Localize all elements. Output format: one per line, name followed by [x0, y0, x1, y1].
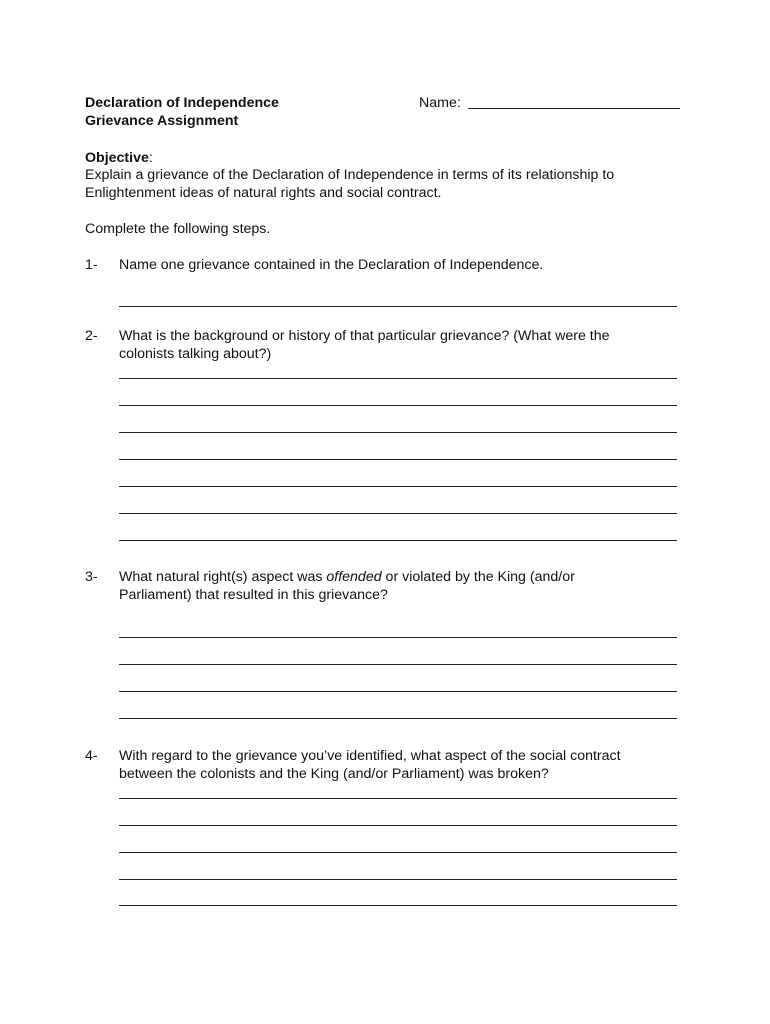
answer-line-q3-1[interactable]	[119, 637, 677, 638]
assignment-title: Declaration of Independence	[85, 95, 279, 111]
objective-heading	[85, 149, 153, 167]
objective-text-line2: Enlightenment ideas of natural rights and social contract.	[85, 185, 442, 201]
answer-line-q2-3[interactable]	[119, 432, 677, 433]
question-3-text-line1	[119, 568, 575, 586]
question-3-text-post: or violated by the King (and/or	[381, 569, 575, 585]
answer-line-q3-3[interactable]	[119, 691, 677, 692]
question-4-number: 4-	[85, 748, 98, 764]
answer-line-q2-1[interactable]	[119, 378, 677, 379]
question-3-text-emphasis: offended	[326, 569, 382, 585]
answer-line-q4-3[interactable]	[119, 852, 677, 853]
question-2-number: 2-	[85, 328, 98, 344]
objective-colon: :	[148, 150, 153, 166]
name-field[interactable]	[468, 108, 680, 109]
objective-heading-text: Objective	[85, 150, 149, 166]
answer-line-q2-5[interactable]	[119, 486, 677, 487]
name-label: Name:	[419, 95, 461, 111]
answer-line-q2-6[interactable]	[119, 513, 677, 514]
question-3-number: 3-	[85, 569, 98, 585]
question-2-text-line2: colonists talking about?)	[119, 346, 272, 362]
answer-line-q2-2[interactable]	[119, 405, 677, 406]
assignment-subtitle: Grievance Assignment	[85, 113, 239, 129]
answer-line-q4-1[interactable]	[119, 798, 677, 799]
answer-line-q4-4[interactable]	[119, 879, 677, 880]
question-1-text: Name one grievance contained in the Declaration of Independence.	[119, 257, 544, 273]
question-4-text-line1: With regard to the grievance you’ve identified, what aspect of the social contract	[119, 748, 621, 764]
objective-text-line1: Explain a grievance of the Declaration of Independence in terms of its relationship to	[85, 167, 615, 183]
answer-line-q3-4[interactable]	[119, 718, 677, 719]
answer-line-q3-2[interactable]	[119, 664, 677, 665]
answer-line-q4-2[interactable]	[119, 825, 677, 826]
instructions-text: Complete the following steps.	[85, 221, 271, 237]
answer-line-q4-5[interactable]	[119, 905, 677, 906]
answer-line-q1-1[interactable]	[119, 306, 677, 307]
question-1-number: 1-	[85, 257, 98, 273]
question-2-text-line1: What is the background or history of that particular grievance? (What were the	[119, 328, 610, 344]
question-4-text-line2: between the colonists and the King (and/or Parliament) was broken?	[119, 766, 549, 782]
question-3-text-line2: Parliament) that resulted in this grievance?	[119, 587, 388, 603]
answer-line-q2-4[interactable]	[119, 459, 677, 460]
answer-line-q2-7[interactable]	[119, 540, 677, 541]
question-3-text-pre: What natural right(s) aspect was	[119, 569, 327, 585]
